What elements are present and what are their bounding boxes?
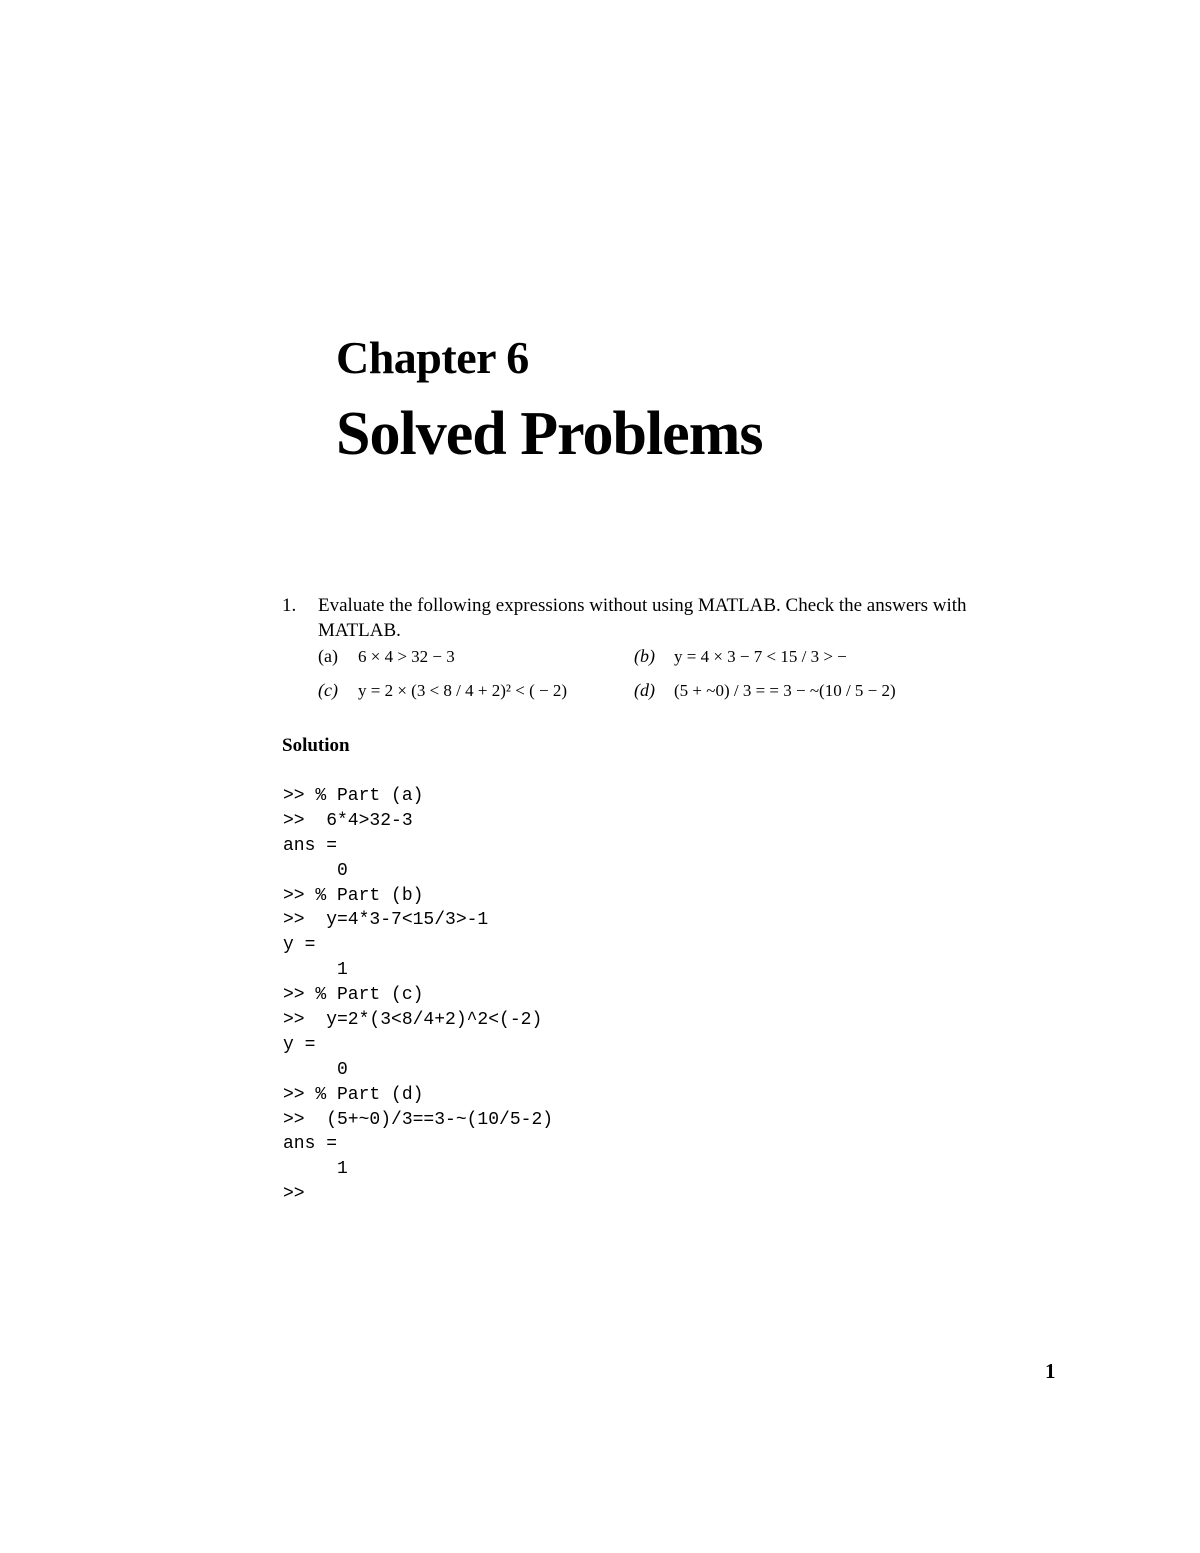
expression-label: (c)	[318, 680, 338, 700]
expression-body: (5 + ~0) / 3 = = 3 − ~(10 / 5 − 2)	[674, 681, 896, 700]
chapter-label: Chapter 6	[336, 332, 529, 383]
code-line: >> % Part (a)	[283, 786, 424, 806]
code-line: >>	[283, 1184, 305, 1205]
solution-heading: Solution	[282, 735, 350, 756]
expression-c	[318, 680, 567, 701]
problem-number: 1.	[282, 595, 297, 616]
code-line: >> % Part (c)	[283, 985, 424, 1006]
code-line: >> y=4*3-7<15/3>-1	[283, 910, 489, 931]
code-line: y =	[283, 1034, 316, 1055]
expression-label: (d)	[634, 680, 655, 700]
code-line: >> % Part (b)	[283, 885, 424, 906]
code-line: >> % Part (d)	[283, 1084, 424, 1105]
expression-body: 6 × 4 > 32 − 3	[358, 647, 455, 666]
page-number: 1	[1045, 1359, 1056, 1383]
expression-d	[634, 680, 896, 701]
chapter-title: Solved Problems	[336, 400, 763, 468]
code-line: ans =	[283, 835, 338, 856]
expression-b	[634, 646, 847, 667]
code-line: 0	[283, 860, 348, 881]
code-line: 1	[283, 960, 348, 981]
code-line: ans =	[283, 1134, 338, 1155]
code-line: 1	[283, 1159, 348, 1180]
expression-a	[318, 646, 455, 667]
code-line: >> 6*4>32-3	[283, 810, 413, 831]
expression-label: (a)	[318, 646, 338, 666]
matlab-code-block	[283, 784, 553, 1207]
code-line: >> (5+~0)/3==3-~(10/5-2)	[283, 1109, 554, 1130]
code-line: y =	[283, 935, 316, 956]
code-line: >> y=2*(3<8/4+2)^2<(-2)	[283, 1010, 543, 1031]
expression-body: y = 2 × (3 < 8 / 4 + 2)² < ( − 2)	[358, 681, 567, 700]
problem-text: Evaluate the following expressions without using MATLAB. Check the answers with MATLAB.	[318, 595, 967, 641]
expression-body: y = 4 × 3 − 7 < 15 / 3 > −	[674, 647, 847, 666]
expression-label: (b)	[634, 646, 655, 666]
code-line: 0	[283, 1059, 348, 1080]
